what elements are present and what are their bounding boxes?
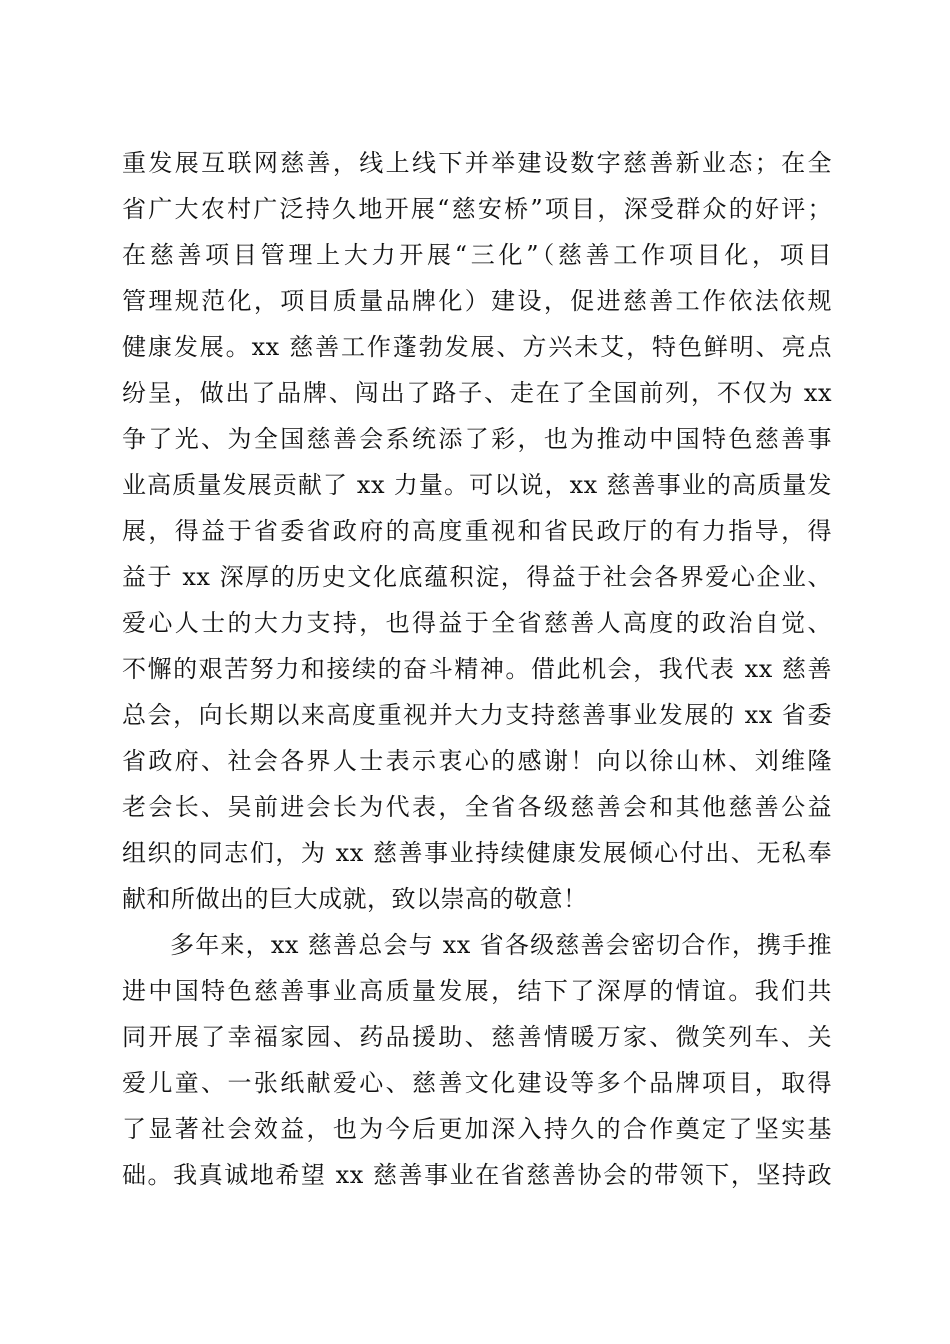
text-line: 爱心人士的大力支持，也得益于全省慈善人高度的政治自觉、	[122, 609, 832, 637]
text-line: 同开展了幸福家园、药品援助、慈善情暖万家、微笑列车、关	[122, 1023, 832, 1051]
text-line: 多年来，xx 慈善总会与 xx 省各级慈善会密切合作，携手推	[170, 931, 832, 959]
text-line: 老会长、吴前进会长为代表，全省各级慈善会和其他慈善公益	[122, 793, 832, 821]
text-line: 争了光、为全国慈善会系统添了彩，也为推动中国特色慈善事	[122, 425, 832, 453]
text-line: 组织的同志们，为 xx 慈善事业持续健康发展倾心付出、无私奉	[122, 839, 832, 867]
text-line: 重发展互联网慈善，线上线下并举建设数字慈善新业态；在全	[122, 149, 832, 177]
text-line: 健康发展。xx 慈善工作蓬勃发展、方兴未艾，特色鲜明、亮点	[122, 333, 832, 361]
text-line: 纷呈，做出了品牌、闯出了路子、走在了全国前列，不仅为 xx	[122, 379, 832, 407]
text-line: 省政府、社会各界人士表示衷心的感谢！向以徐山林、刘维隆	[122, 747, 832, 775]
text-line: 不懈的艰苦努力和接续的奋斗精神。借此机会，我代表 xx 慈善	[122, 655, 832, 683]
text-line: 益于 xx 深厚的历史文化底蕴积淀，得益于社会各界爱心企业、	[122, 563, 832, 591]
text-line: 展，得益于省委省政府的高度重视和省民政厅的有力指导，得	[122, 517, 832, 545]
text-line: 了显著社会效益，也为今后更加深入持久的合作奠定了坚实基	[122, 1115, 832, 1143]
text-line: 爱儿童、一张纸献爱心、慈善文化建设等多个品牌项目，取得	[122, 1069, 832, 1097]
paragraph-1	[122, 140, 832, 922]
text-line: 业高质量发展贡献了 xx 力量。可以说，xx 慈善事业的高质量发	[122, 471, 832, 499]
text-line: 总会，向长期以来高度重视并大力支持慈善事业发展的 xx 省委	[122, 701, 832, 729]
paragraph-2	[122, 922, 832, 1198]
text-line: 在慈善项目管理上大力开展“三化”（慈善工作项目化，项目	[122, 241, 832, 269]
text-line: 管理规范化，项目质量品牌化）建设，促进慈善工作依法依规	[122, 287, 832, 315]
body-text	[122, 140, 832, 1198]
text-line: 献和所做出的巨大成就，致以崇高的敬意！	[122, 885, 588, 913]
text-line: 进中国特色慈善事业高质量发展，结下了深厚的情谊。我们共	[122, 977, 832, 1005]
text-line: 省广大农村广泛持久地开展“慈安桥”项目，深受群众的好评；	[122, 195, 832, 223]
text-line: 础。我真诚地希望 xx 慈善事业在省慈善协会的带领下，坚持政	[122, 1161, 832, 1189]
